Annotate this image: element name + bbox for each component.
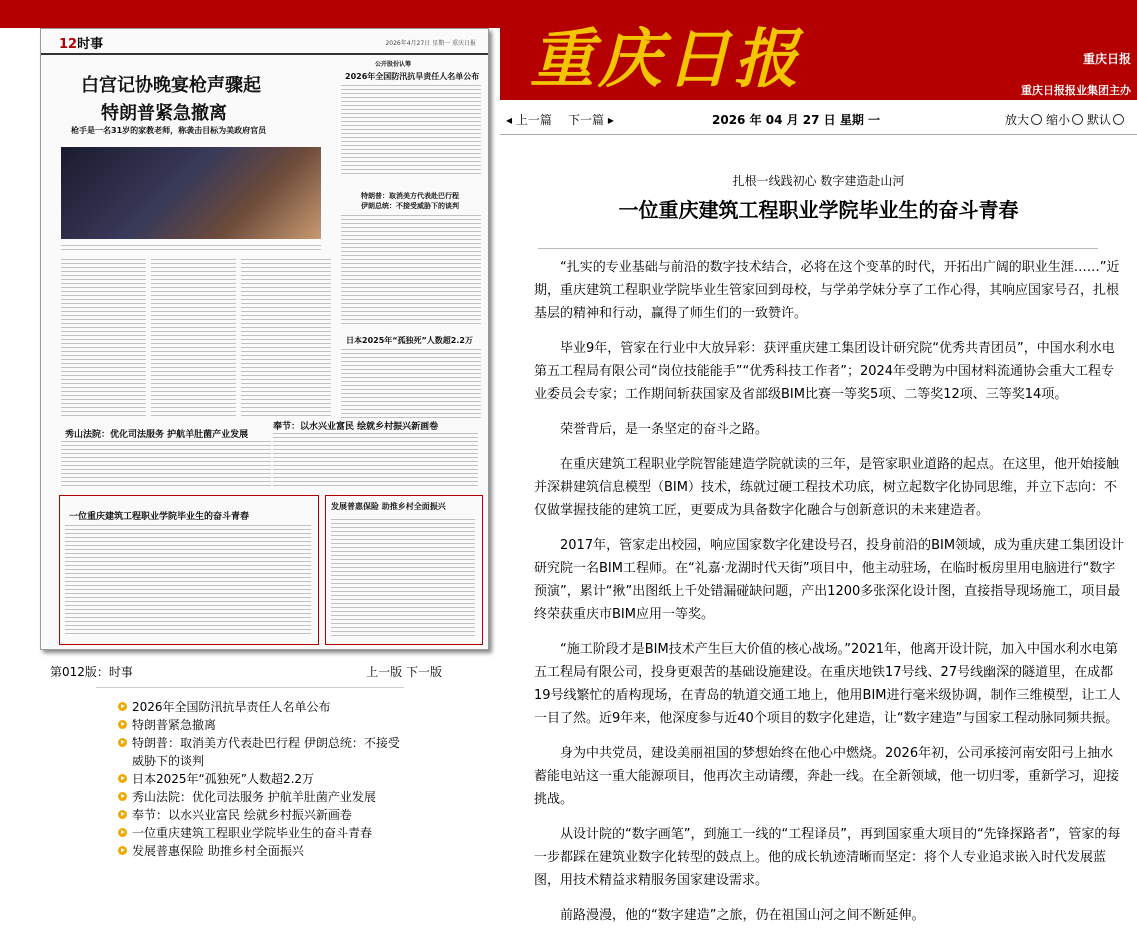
text-column xyxy=(331,519,475,637)
page-thumbnail[interactable] xyxy=(40,28,489,650)
zoom-controls xyxy=(1005,111,1128,128)
arrow-bullet-icon xyxy=(118,720,127,729)
list-item[interactable] xyxy=(118,806,408,824)
col-title-4[interactable]: 秀山法院：优化司法服务 护航羊肚菌产业发展 xyxy=(65,430,249,440)
article-title: 一位重庆建筑工程职业学院毕业生的奋斗青春 xyxy=(618,198,1019,222)
paragraph: 前路漫漫，他的“数字建造”之旅，仍在祖国山河之间不断延伸。 xyxy=(560,908,925,923)
paragraph: 毕业9年，管家在行业中大放异彩：获评重庆建工集团设计研究院“优秀共青团员”，中国水利水电第五工程局有限公司“岗位技能能手”“优秀科技工作者”；2024年受聘为中国材料流通协会重大工程专业委员会专家；工作期间斩获国家及省部级BIM比赛一等奖5项、二等奖12项、三等奖14项。 xyxy=(534,341,1115,402)
article-panel xyxy=(500,100,1137,946)
paragraph: “扎实的专业基础与前沿的数字技术结合，必将在这个变革的时代，开拓出广阔的职业生涯……”近期，重庆建筑工程职业学院毕业生管家回到母校，与学弟学妹分享了工作心得，其响应国家号召，扎根基层的精神和行动，赢得了师生们的一致赞许。 xyxy=(534,260,1120,321)
page-header xyxy=(41,29,488,55)
photo-caption xyxy=(61,245,321,251)
paragraph: 身为中共党员，建设美丽祖国的梦想始终在他心中燃烧。2026年初，公司承接河南安阳弓上抽水蓄能电站这一重大能源项目，他再次主动请缨，奔赴一线。在全新领域，他一切归零，重新学习，迎接挑战。 xyxy=(534,746,1120,807)
divider xyxy=(96,687,404,688)
list-item-label: 2026年全国防汛抗旱责任人名单公布 xyxy=(132,700,331,714)
arrow-bullet-icon xyxy=(118,810,127,819)
zoom-in-radio[interactable] xyxy=(1031,114,1042,125)
list-item[interactable] xyxy=(118,770,408,788)
arrow-bullet-icon xyxy=(118,846,127,855)
list-item[interactable] xyxy=(118,842,408,860)
next-page-link[interactable]: 下一版 xyxy=(405,665,442,679)
left-panel xyxy=(0,0,500,946)
list-item-label: 日本2025年“孤独死”人数超2.2万 xyxy=(132,772,315,786)
page-number: 12 xyxy=(59,37,78,52)
col-title-5[interactable]: 奉节：以水兴业富民 绘就乡村振兴新画卷 xyxy=(273,422,439,432)
lead-headline-1[interactable]: 白宫记协晚宴枪声骤起 xyxy=(81,75,261,96)
text-column xyxy=(241,259,331,419)
prev-page-link[interactable]: 上一版 xyxy=(366,665,403,679)
zoom-default-radio[interactable] xyxy=(1113,114,1124,125)
toolbar xyxy=(500,100,1137,135)
news-photo[interactable] xyxy=(61,147,321,239)
masthead-bar xyxy=(500,0,1137,100)
list-item-label: 一位重庆建筑工程职业学院毕业生的奋斗青春 xyxy=(132,826,373,840)
title-divider xyxy=(538,248,1098,249)
list-item-label: 特朗普紧急撤离 xyxy=(132,718,217,732)
lead-subhead: 枪手是一名31岁的家教老师，称袭击目标为美政府官员 xyxy=(71,126,267,135)
page-label xyxy=(59,33,103,52)
article-body xyxy=(534,256,1126,939)
page-section: 时事 xyxy=(77,37,104,52)
arrow-bullet-icon xyxy=(118,828,127,837)
zoom-out-label: 缩小 xyxy=(1046,113,1071,127)
text-column xyxy=(151,259,236,419)
arrow-bullet-icon xyxy=(118,738,127,747)
list-item[interactable] xyxy=(118,824,408,842)
paragraph: 2017年，管家走出校园，响应国家数字化建设号召，投身前沿的BIM领域，成为重庆建工集团设计研究院一名BIM工程师。在“礼嘉·龙湖时代天街”项目中，他主动驻场，在临时板房里用电脑进行“数字预演”，累计“揪”出图纸上千处错漏碰缺问题，产出1200多张深化设计图，直接指导现场施工，项目最终荣获重庆市BIM应用一等奖。 xyxy=(534,538,1125,622)
list-item[interactable] xyxy=(118,698,408,716)
issue-date: 2026 年 04 月 27 日 星期 一 xyxy=(712,113,881,127)
version-label: 第012版：时事 xyxy=(50,665,133,679)
masthead-logo: 重庆日报 xyxy=(530,22,802,97)
article-list xyxy=(118,698,408,860)
text-column xyxy=(341,215,481,325)
brand-name: 重庆日报 xyxy=(1082,52,1131,66)
text-column xyxy=(273,433,478,489)
lead-headline-2[interactable]: 特朗普紧急撤离 xyxy=(101,103,227,124)
col-title-2[interactable]: 特朗普：取消美方代表赴巴行程 伊朗总统：不接受威胁下的谈判 xyxy=(361,192,459,210)
list-item-label: 特朗普：取消美方代表赴巴行程 伊朗总统：不接受威胁下的谈判 xyxy=(132,736,400,768)
page-nav xyxy=(44,663,464,679)
list-item-label: 秀山法院：优化司法服务 护航羊肚菌产业发展 xyxy=(132,790,376,804)
arrow-bullet-icon xyxy=(118,792,127,801)
list-item[interactable] xyxy=(118,734,408,770)
publisher-name: 重庆日报报业集团主办 xyxy=(1021,84,1131,97)
text-column xyxy=(341,85,481,175)
zoom-default-label: 默认 xyxy=(1087,113,1112,127)
paragraph: 荣誉背后，是一条坚定的奋斗之路。 xyxy=(560,422,769,437)
text-column xyxy=(61,441,271,489)
arrow-bullet-icon xyxy=(118,774,127,783)
paragraph: 在重庆建筑工程职业学院智能建造学院就读的三年，是管家职业道路的起点。在这里，他开始接触并深耕建筑信息模型（BIM）技术，练就过硬工程技术功底，树立起数字化协同思维，并立下志向：不仅做掌握技能的建筑工匠，更要成为具备数字化融合与创新意识的未来建造者。 xyxy=(534,457,1120,518)
col-title-1[interactable]: 2026年全国防汛抗旱责任人名单公布 xyxy=(345,72,480,81)
text-column xyxy=(65,525,311,637)
paragraph: “施工阶段才是BIM技术产生巨大价值的核心战场。”2021年，他离开设计院，加入中国水利水电第五工程局有限公司，投身更艰苦的基础设施建设。在重庆地铁17号线、27号线幽深的隧道里，在成都19号线繁忙的盾构现场，在青岛的轨道交通工地上，他用BIM进行毫米级协调，制作三维模型，让工人一目了然。近9年来，他深度参与近40个项目的数字化建造，让“数字建造”与国家工程动脉同频共振。 xyxy=(534,642,1121,726)
zoom-out-radio[interactable] xyxy=(1072,114,1083,125)
text-column xyxy=(61,259,146,419)
col-title-3[interactable]: 日本2025年“孤独死”人数超2.2万 xyxy=(346,336,473,345)
arrow-bullet-icon xyxy=(118,702,127,711)
zoom-in-label: 放大 xyxy=(1005,113,1030,127)
list-item[interactable] xyxy=(118,716,408,734)
paragraph: 从设计院的“数字画笔”，到施工一线的“工程译员”，再到国家重大项目的“先锋探路者”，管家的每一步都踩在建筑业数字化转型的鼓点上。他的成长轨迹清晰而坚定：将个人专业追求嵌入时代发展蓝图，用技术精益求精服务国家建设需求。 xyxy=(534,827,1121,888)
prev-article-link[interactable]: ◂ 上一篇 xyxy=(506,113,552,127)
col-title-0: 公开股份认筹 xyxy=(375,61,412,68)
list-item-label: 奉节：以水兴业富民 绘就乡村振兴新画卷 xyxy=(132,808,352,822)
col-title-7[interactable]: 发展普惠保险 助推乡村全面振兴 xyxy=(331,502,446,511)
page-nav-links xyxy=(366,663,442,680)
list-item-label: 发展普惠保险 助推乡村全面振兴 xyxy=(132,844,304,858)
col-title-6[interactable]: 一位重庆建筑工程职业学院毕业生的奋斗青春 xyxy=(69,512,250,522)
next-article-link[interactable]: 下一篇 ▸ xyxy=(568,113,614,127)
page-date: 2026年4月27日 星期一 重庆日报 xyxy=(385,40,476,47)
list-item[interactable] xyxy=(118,788,408,806)
article-kicker: 扎根一线践初心 数字建造赴山河 xyxy=(732,174,905,188)
header-strip xyxy=(0,0,500,28)
text-column xyxy=(341,349,481,419)
